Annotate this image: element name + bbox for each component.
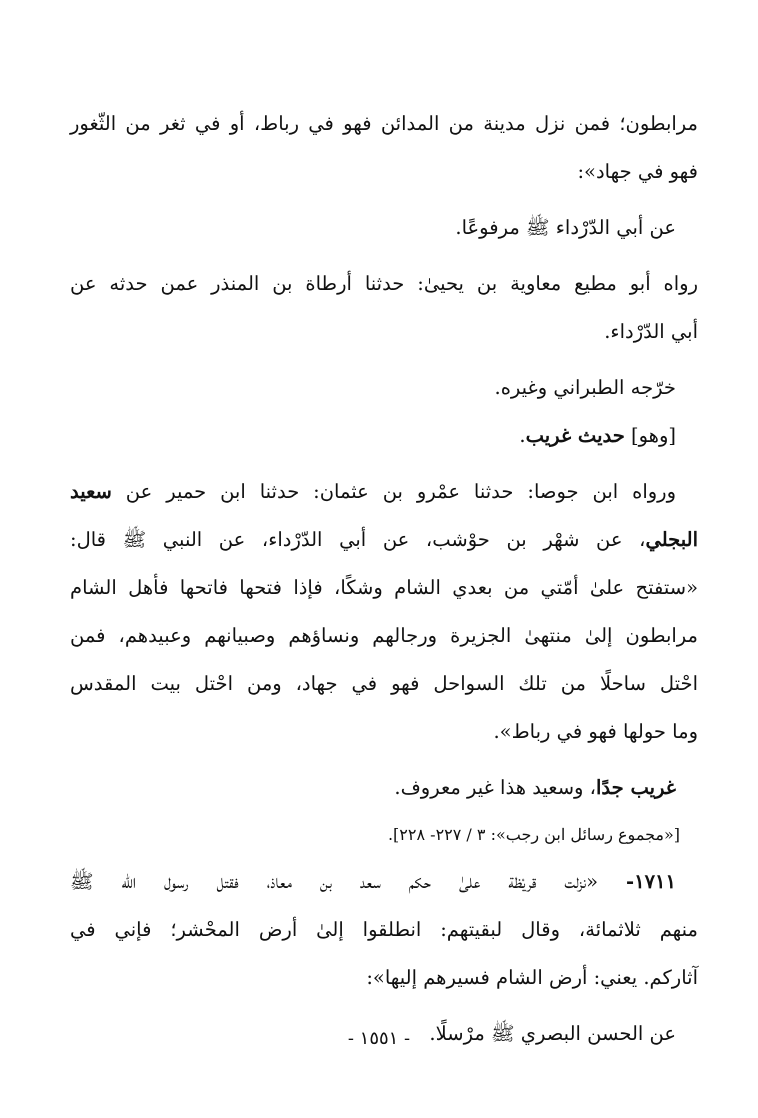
text-span: ، عن شهْر بن حوْشب، عن أبي الدّرْداء، عن النبي ﷺ قال: bbox=[70, 528, 646, 551]
text-line bbox=[70, 468, 698, 516]
bold-grading: غريب جدًا bbox=[595, 776, 676, 799]
paragraph-5 bbox=[70, 412, 698, 460]
text-line: أبي الدّرْداء. bbox=[604, 320, 698, 343]
text-line bbox=[70, 516, 698, 564]
source-citation: [«مجموع رسائل ابن رجب»: ٣ / ٢٢٧- ٢٢٨]. bbox=[387, 825, 680, 844]
text-line: مرابطون؛ فمن نزل مدينة من المدائن فهو في رباط، أو في ثغر من الثّغور bbox=[70, 112, 698, 135]
hadith-number: ١٧١١- bbox=[626, 870, 676, 893]
text-line: آثاركم. يعني: أرض الشام فسيرهم إليها»: bbox=[366, 966, 698, 989]
text-line: احْتل ساحلًا من تلك السواحل فهو في جهاد، ومن احْتل بيت المقدس bbox=[70, 672, 698, 695]
paragraph-9: عن الحسن البصري ﷺ مرْسلًا. bbox=[429, 1022, 676, 1045]
text-line: مرابطون إلىٰ منتهىٰ الجزيرة ورجالهم ونساؤهم وصبيانهم وعبيدهم، فمن bbox=[70, 624, 698, 647]
paragraph-6 bbox=[70, 468, 698, 756]
text-line: «ستفتح علىٰ أمّتي من بعدي الشام وشكًا، فإذا فتحها فاتحها فأهل الشام bbox=[70, 576, 698, 599]
bracket-text: [وهو] bbox=[631, 424, 676, 447]
paragraph-3 bbox=[70, 260, 698, 356]
paragraph-2: عن أبي الدّرْداء ﷺ مرفوعًا. bbox=[455, 216, 676, 239]
paragraph-1 bbox=[70, 100, 698, 196]
hadith-1711 bbox=[70, 858, 698, 1002]
page-number: - ١٥٥١ - bbox=[347, 1028, 411, 1049]
bold-grading: حديث غريب bbox=[525, 424, 625, 447]
text-line: منهم ثلاثمائة، وقال لبقيتهم: انطلقوا إلىٰ أرض المحْشر؛ فإني في bbox=[70, 918, 698, 941]
text-line: فهو في جهاد»: bbox=[577, 160, 698, 183]
text-line bbox=[70, 858, 698, 906]
text-span: ، وسعيد هذا غير معروف. bbox=[394, 776, 596, 799]
page-body bbox=[70, 100, 698, 1078]
paragraph-4: خرّجه الطبراني وغيره. bbox=[494, 376, 676, 399]
text-span: ورواه ابن جوصا: حدثنا عمْرو بن عثمان: حدثنا ابن حمير عن bbox=[125, 480, 676, 503]
bold-name: البجلي bbox=[645, 528, 698, 551]
text-line: رواه أبو مطيع معاوية بن يحيىٰ: حدثنا أرطاة بن المنذر عمن حدثه عن bbox=[70, 272, 698, 295]
text-span: «نزلت قريْظة علىٰ حكم سعد بن معاذ، فقتل رسول اللّه ﷺ bbox=[70, 870, 599, 893]
paragraph-7 bbox=[70, 764, 698, 812]
bold-name: سعيد bbox=[70, 480, 112, 503]
text-line: وما حولها فهو في رباط». bbox=[493, 720, 698, 743]
period: . bbox=[519, 424, 526, 447]
